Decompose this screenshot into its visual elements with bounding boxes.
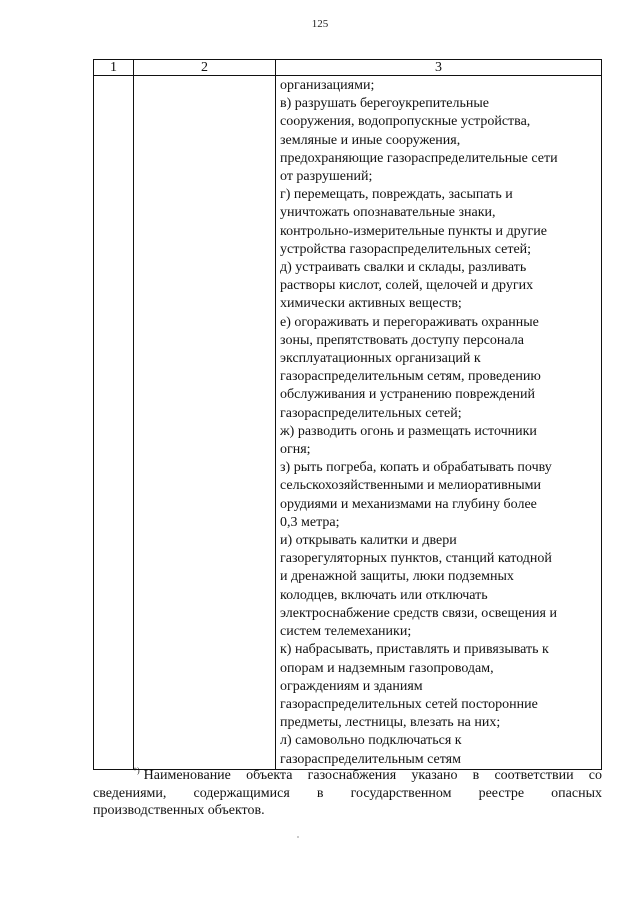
text-line: электроснабжение средств связи, освещения и <box>280 605 557 621</box>
text-line: газораспределительных сетей посторонние <box>280 696 538 712</box>
cell-col-3 <box>276 76 602 770</box>
text-line: з) рыть погреба, копать и обрабатывать почву <box>280 460 552 476</box>
text-line: 0,3 метра; <box>280 514 340 530</box>
text-line: устройства газораспределительных сетей; <box>280 241 532 257</box>
page-number: 125 <box>311 18 329 30</box>
text-line: уничтожать опознавательные знаки, <box>280 205 496 221</box>
document-table <box>93 59 602 770</box>
text-line: е) огораживать и перегораживать охранные <box>280 314 539 330</box>
text-line: газораспределительных сетей; <box>280 405 462 421</box>
text-line: газораспределительным сетям, проведению <box>280 369 541 385</box>
text-line: земляные и иные сооружения, <box>280 132 461 148</box>
text-line: д) устраивать свалки и склады, разливать <box>280 260 527 276</box>
footnote-line-3 <box>93 802 602 820</box>
header-col-3: 3 <box>276 60 602 76</box>
footnote-line-2 <box>93 785 602 803</box>
text-line: орудиями и механизмами на глубину более <box>280 496 537 512</box>
text-line: газораспределительным сетям <box>280 751 461 767</box>
text-line: колодцев, включать или отключать <box>280 587 488 603</box>
cell-col-1 <box>94 76 134 770</box>
text-line: растворы кислот, солей, щелочей и других <box>280 278 534 294</box>
text-line: химически активных веществ; <box>280 296 462 312</box>
text-line: предметы, лестницы, влезать на них; <box>280 715 501 731</box>
text-line: л) самовольно подключаться к <box>280 733 462 749</box>
text-line: в) разрушать берегоукрепительные <box>280 96 490 112</box>
cell-col-2 <box>134 76 276 770</box>
table-row <box>94 76 602 770</box>
text-line: сооружения, водопропускные устройства, <box>280 114 531 130</box>
footnote-text: производственных объектов. <box>93 803 265 818</box>
text-line: и дренажной защиты, люки подземных <box>280 569 514 585</box>
text-line: от разрушений; <box>280 169 373 185</box>
text-line: предохраняющие газораспределительные сети <box>280 150 558 166</box>
text-line: опорам и надземным газопроводам, <box>280 660 494 676</box>
footnote-text: Наименование объекта газоснабжения указано в соответствии со <box>143 768 602 783</box>
text-line: газорегуляторных пунктов, станций катодной <box>280 551 552 567</box>
text-line: контрольно-измерительные пункты и другие <box>280 223 547 239</box>
text-line: огня; <box>280 442 311 458</box>
footnote-text: сведениями, содержащимися в государственном реестре опасных <box>93 785 602 801</box>
text-line: к) набрасывать, приставлять и привязывать к <box>280 642 549 658</box>
scan-speck <box>297 836 299 838</box>
text-line: ограждениям и зданиям <box>280 678 423 694</box>
table-header-row <box>94 60 602 76</box>
text-line: эксплуатационных организаций к <box>280 351 481 367</box>
text-line: ж) разводить огонь и размещать источники <box>280 423 537 439</box>
footnote-marker: *) <box>133 766 140 775</box>
footnote <box>93 762 602 820</box>
text-line: организациями; <box>280 78 375 93</box>
text-line: сельскохозяйственными и мелиоративными <box>280 478 542 494</box>
header-col-1: 1 <box>94 60 134 76</box>
text-line: и) открывать калитки и двери <box>280 533 457 549</box>
text-line: обслуживания и устранению повреждений <box>280 387 536 403</box>
text-line: зоны, препятствовать доступу персонала <box>280 332 524 348</box>
footnote-line-1 <box>93 762 602 785</box>
text-line: систем телемеханики; <box>280 624 412 640</box>
text-line: г) перемещать, повреждать, засыпать и <box>280 187 513 203</box>
header-col-2: 2 <box>134 60 276 76</box>
